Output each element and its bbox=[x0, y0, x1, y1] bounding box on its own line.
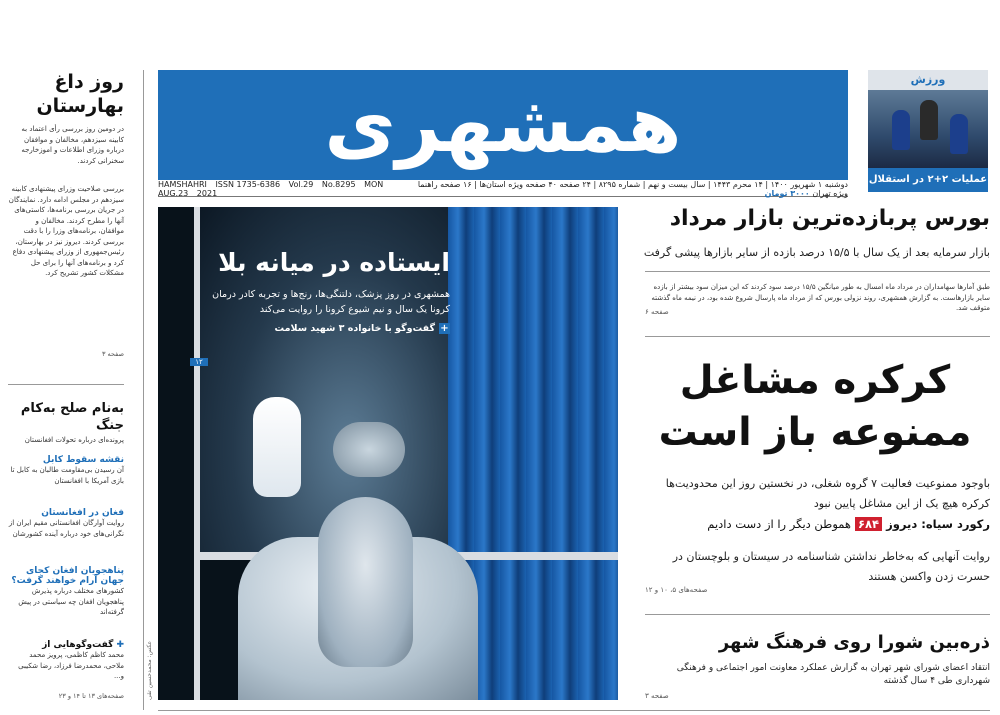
right-story1-body: طبق آمارها سهامداران در مرداد ماه امسال به طور میانگین ۱۵/۵ درصد سود کردند که این میزان سود بیشتر از بازده سایر بازارهاست. به گزارش همشهری، روند نزولی بورس که از مرداد ماه پارسال شروع شده بود، در نیمه ماه گذشته متوقف شد. bbox=[651, 283, 990, 312]
divider bbox=[158, 710, 990, 711]
item-heading-text: گفت‌وگوهایی از bbox=[42, 640, 114, 650]
left-story2-item[interactable] bbox=[8, 566, 124, 618]
english-info bbox=[158, 180, 411, 198]
left-story1-title[interactable]: روز داغ بهارستان bbox=[36, 71, 124, 117]
right-story1-title[interactable]: بورس پربازده‌ترین بازار مرداد bbox=[669, 206, 990, 231]
price-tag: ۳۰۰۰ تومان bbox=[764, 189, 810, 198]
left-story2-title[interactable]: به‌نام صلح به‌کام جنگ bbox=[20, 401, 124, 433]
window-frame bbox=[194, 207, 200, 700]
highlight-rest: هموطن دیگر را از دست دادیم bbox=[707, 517, 851, 531]
photo-story-link[interactable] bbox=[190, 323, 450, 334]
left-story1-ref: صفحه ۳ bbox=[101, 350, 124, 358]
right-story2-ref: صفحه‌های ۵، ۱۰ و ۱۲ bbox=[645, 586, 708, 594]
left-story2-item[interactable] bbox=[8, 508, 124, 539]
right-story2-highlight bbox=[640, 517, 990, 531]
left-story1-body: بررسی صلاحیت وزرای پیشنهادی کابینه سیزدهم در مجلس ادامه دارد. نمایندگان در جریان بررسی برنامه‌ها، کاستی‌های آنها را مطرح کردند. مخالفان و موافقان، برنامه‌های وزرا را با دقت بررسی کردند. دیروز نیز در بهارستان، رئیس‌جمهوری از وزرای پیشنهادی دفاع کرد و برنامه‌های آنها را برای حل مشکلات کشور تشریح کرد. bbox=[8, 185, 124, 277]
persian-dateline bbox=[411, 180, 848, 198]
player-figure bbox=[920, 100, 938, 140]
left-story2-subtitle: پرونده‌ای درباره تحولات افغانستان bbox=[24, 436, 124, 444]
promo-logo: ورزش bbox=[868, 70, 988, 90]
left-story2-item[interactable] bbox=[8, 640, 124, 682]
plus-icon: ✚ bbox=[113, 640, 124, 650]
right-story3-body: انتقاد اعضای شورای شهر تهران به گزارش عملکرد معاونت امور اجتماعی و فرهنگی شهرداری طی ۴ سال گذشته bbox=[676, 663, 990, 686]
player-figure bbox=[950, 114, 968, 154]
english-info-item: ISSN 1735-6386 bbox=[215, 180, 281, 189]
right-story1-ref: صفحه ۶ bbox=[645, 308, 669, 316]
divider bbox=[645, 271, 990, 272]
item-heading: فغان در افغانستان bbox=[41, 508, 124, 518]
face-visor bbox=[333, 422, 405, 477]
english-info-item: HAMSHAHRI bbox=[158, 180, 207, 189]
divider bbox=[645, 336, 990, 337]
item-text: کشورهای مختلف درباره پذیرش پناهجویان افغان چه سیاستی در پیش گرفته‌اند bbox=[18, 587, 124, 616]
item-text: آن رسیدن بی‌مقاومت طالبان به کابل تا بازی آمریکا با افغانستان bbox=[10, 466, 124, 485]
photo-story-page: ۱۲ bbox=[190, 358, 208, 366]
english-info-item: 2021 bbox=[196, 189, 218, 198]
english-info-item: No.8295 bbox=[321, 180, 356, 189]
promo-photo bbox=[868, 90, 988, 168]
item-text: روایت آوارگان افغانستانی مقیم ایران از نگرانی‌های خود درباره آینده کشورشان bbox=[8, 519, 124, 538]
photo-story-subtitle: همشهری در روز پزشک، دلتنگی‌ها، رنج‌ها و تجربه کادر درمان کرونا یک سال و نیم شیوع کرونا را روایت می‌کند bbox=[212, 289, 450, 315]
item-heading bbox=[8, 640, 124, 650]
left-story1-lead: در دومین روز بررسی رأی اعتماد به کابینه سیزدهم، مخالفان و موافقان درباره وزرای اطلاعات و اموزخارجه سخنرانی کردند. bbox=[21, 125, 124, 165]
suit-hood bbox=[318, 497, 413, 667]
highlight-label: رکورد سیاه: دیروز bbox=[886, 517, 990, 531]
plus-icon: + bbox=[440, 323, 449, 334]
divider bbox=[645, 614, 990, 615]
right-story3-title[interactable]: ذره‌بین شورا روی فرهنگ شهر bbox=[718, 632, 990, 653]
right-story2-body: باوجود ممنوعیت فعالیت ۷ گروه شغلی، در نخستین روز این محدودیت‌ها کرکره هیچ یک از این مشاغل پایین نبود bbox=[665, 477, 990, 510]
item-heading: نقشه سقوط کابل bbox=[42, 455, 124, 465]
main-photo[interactable] bbox=[158, 207, 618, 700]
photo-story-title[interactable]: ایستاده در میانه بلا bbox=[218, 248, 450, 277]
gloved-hand bbox=[253, 397, 301, 497]
item-text: محمد کاظم کاظمی، پرویز محمد ملاحی، محمدرضا فرزاد، رضا شکیبی و... bbox=[18, 651, 124, 680]
right-story1-subtitle: بازار سرمایه بعد از یک سال با ۱۵/۵ درصد بازده از سایر بازارها پیشی گرفت bbox=[643, 246, 990, 259]
left-story2-item[interactable] bbox=[8, 455, 124, 486]
player-figure bbox=[892, 110, 910, 150]
promo-caption: عملیات ۲+۲ در استقلال bbox=[868, 168, 988, 192]
left-story2-ref: صفحه‌های ۱۳ تا ۱۴ و ۲۳ bbox=[58, 692, 124, 700]
persian-dateline-text: دوشنبه ۱ شهریور ۱۴۰۰ | ۱۴ محرم ۱۴۴۳ | سال بیست و نهم | شماره ۸۲۹۵ | ۲۴ صفحه ۴۰ صفحه ویژه استان‌ها | ۱۶ صفحه راهنما ویژه تهران bbox=[417, 180, 848, 198]
column-divider bbox=[143, 70, 144, 710]
item-heading: پناهجویان افغان کجای جهان آرام خواهند گرفت؟ bbox=[11, 566, 124, 586]
newspaper-logo[interactable]: همشهری bbox=[324, 80, 682, 170]
right-story3-ref: صفحه ۳ bbox=[645, 692, 669, 700]
photo-credit: عکس: محمدحسین تقی bbox=[146, 640, 153, 700]
english-info-item: Vol.29 bbox=[288, 180, 314, 189]
dateline-bar bbox=[158, 182, 848, 197]
death-count-badge: ۶۸۴ bbox=[855, 517, 882, 531]
photo-story-link-text: گفت‌وگو با خانواده ۳ شهید سلامت bbox=[274, 323, 435, 334]
divider bbox=[8, 384, 124, 385]
sports-promo[interactable] bbox=[868, 70, 988, 192]
english-info-item: AUG.23 bbox=[158, 189, 189, 198]
right-story2-body2: روایت آنهایی که به‌خاطر نداشتن شناسنامه در سیستان و بلوچستان در حسرت زدن واکسن هستند bbox=[672, 550, 990, 583]
english-info-item: MON bbox=[364, 180, 384, 189]
right-story2-title[interactable]: کرکره مشاغل ممنوعه باز است bbox=[658, 358, 972, 455]
